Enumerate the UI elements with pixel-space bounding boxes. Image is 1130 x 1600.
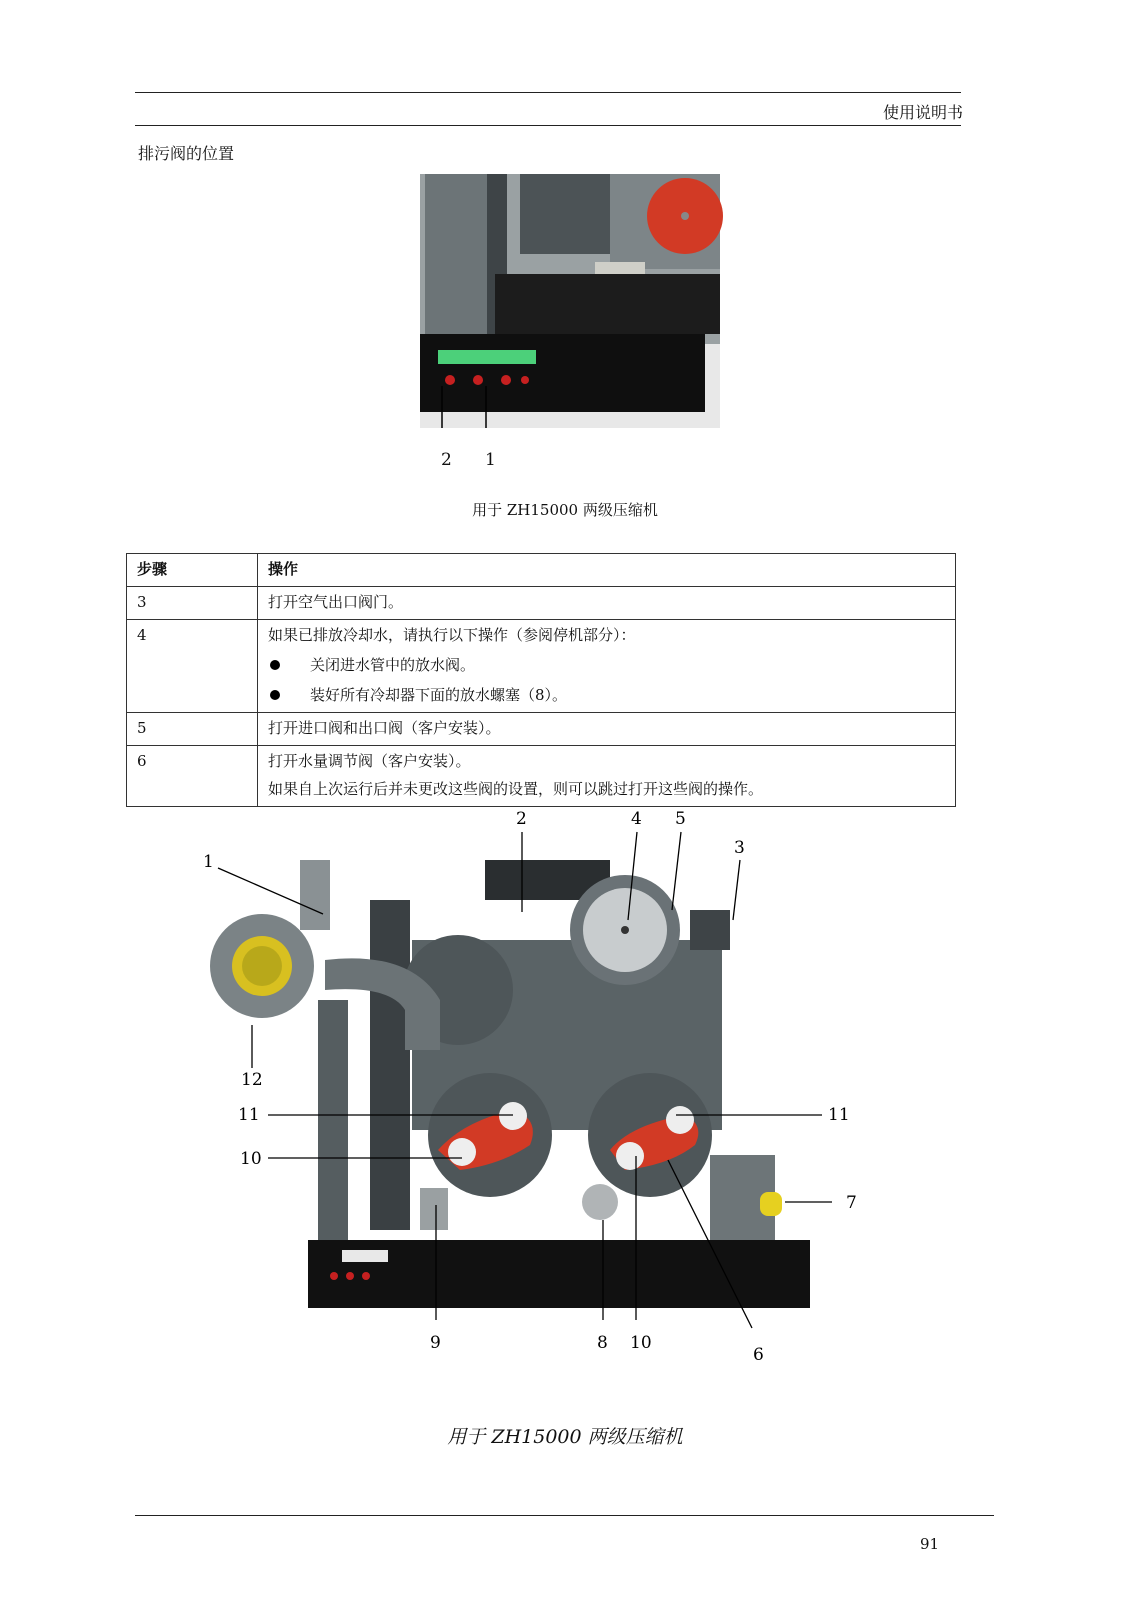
step-action-cell: [258, 746, 956, 807]
callout-8: 8: [597, 1333, 608, 1353]
callout-2: 2: [441, 450, 452, 470]
callout-1: 1: [203, 852, 214, 872]
callout-7: 7: [846, 1193, 857, 1213]
step-action: 如果已排放冷却水，请执行以下操作（参阅停机部分）：: [268, 626, 636, 644]
callout-11-right: 11: [828, 1105, 850, 1125]
header-top-rule: [135, 92, 961, 93]
step-header: 步骤: [127, 554, 258, 587]
bullet-icon: [270, 660, 280, 670]
action-header: 操作: [258, 554, 956, 587]
step-note: 如果自上次运行后并未更改这些阀的设置，则可以跳过打开这些阀的操作。: [268, 780, 764, 798]
callout-6: 6: [753, 1345, 764, 1365]
drain-valve-photo: [420, 174, 720, 428]
callout-10-left: 10: [240, 1149, 262, 1169]
bullet-text: 装好所有冷却器下面的放水螺塞（8）。: [310, 686, 568, 704]
callout-12: 12: [241, 1070, 263, 1090]
page-number: 91: [920, 1535, 940, 1553]
step-action: 打开进口阀和出口阀（客户安装）。: [258, 713, 956, 746]
steps-table: [126, 553, 956, 807]
step-action: 打开空气出口阀门。: [258, 587, 956, 620]
callout-10-bottom: 10: [630, 1333, 652, 1353]
callout-9: 9: [430, 1333, 441, 1353]
document-title: 使用说明书: [882, 103, 963, 122]
callout-11-left: 11: [238, 1105, 260, 1125]
bullet-icon: [270, 690, 280, 700]
step-number: 4: [127, 620, 258, 713]
step-number: 3: [127, 587, 258, 620]
bullet-item: [268, 654, 945, 676]
table-row: [127, 746, 956, 807]
section-title: 排污阀的位置: [138, 144, 235, 163]
bullet-text: 关闭进水管中的放水阀。: [310, 656, 476, 674]
compressor-photo: [200, 809, 920, 1400]
bullet-item: [268, 684, 945, 706]
figure2-caption: 用于 ZH15000 两级压缩机: [447, 1426, 683, 1448]
callout-3: 3: [734, 838, 745, 858]
step-action-cell: [258, 620, 956, 713]
step-number: 6: [127, 746, 258, 807]
header-bottom-rule: [135, 125, 961, 126]
callout-5: 5: [675, 809, 686, 829]
callout-4: 4: [631, 809, 642, 829]
footer-rule: [135, 1515, 994, 1516]
figure1-caption: 用于 ZH15000 两级压缩机: [472, 501, 658, 519]
table-row: [127, 620, 956, 713]
step-number: 5: [127, 713, 258, 746]
callout-2: 2: [516, 809, 527, 829]
callout-1: 1: [485, 450, 496, 470]
table-header-row: [127, 554, 956, 587]
table-row: [127, 587, 956, 620]
step-action: 打开水量调节阀（客户安装）。: [268, 752, 471, 770]
table-row: [127, 713, 956, 746]
